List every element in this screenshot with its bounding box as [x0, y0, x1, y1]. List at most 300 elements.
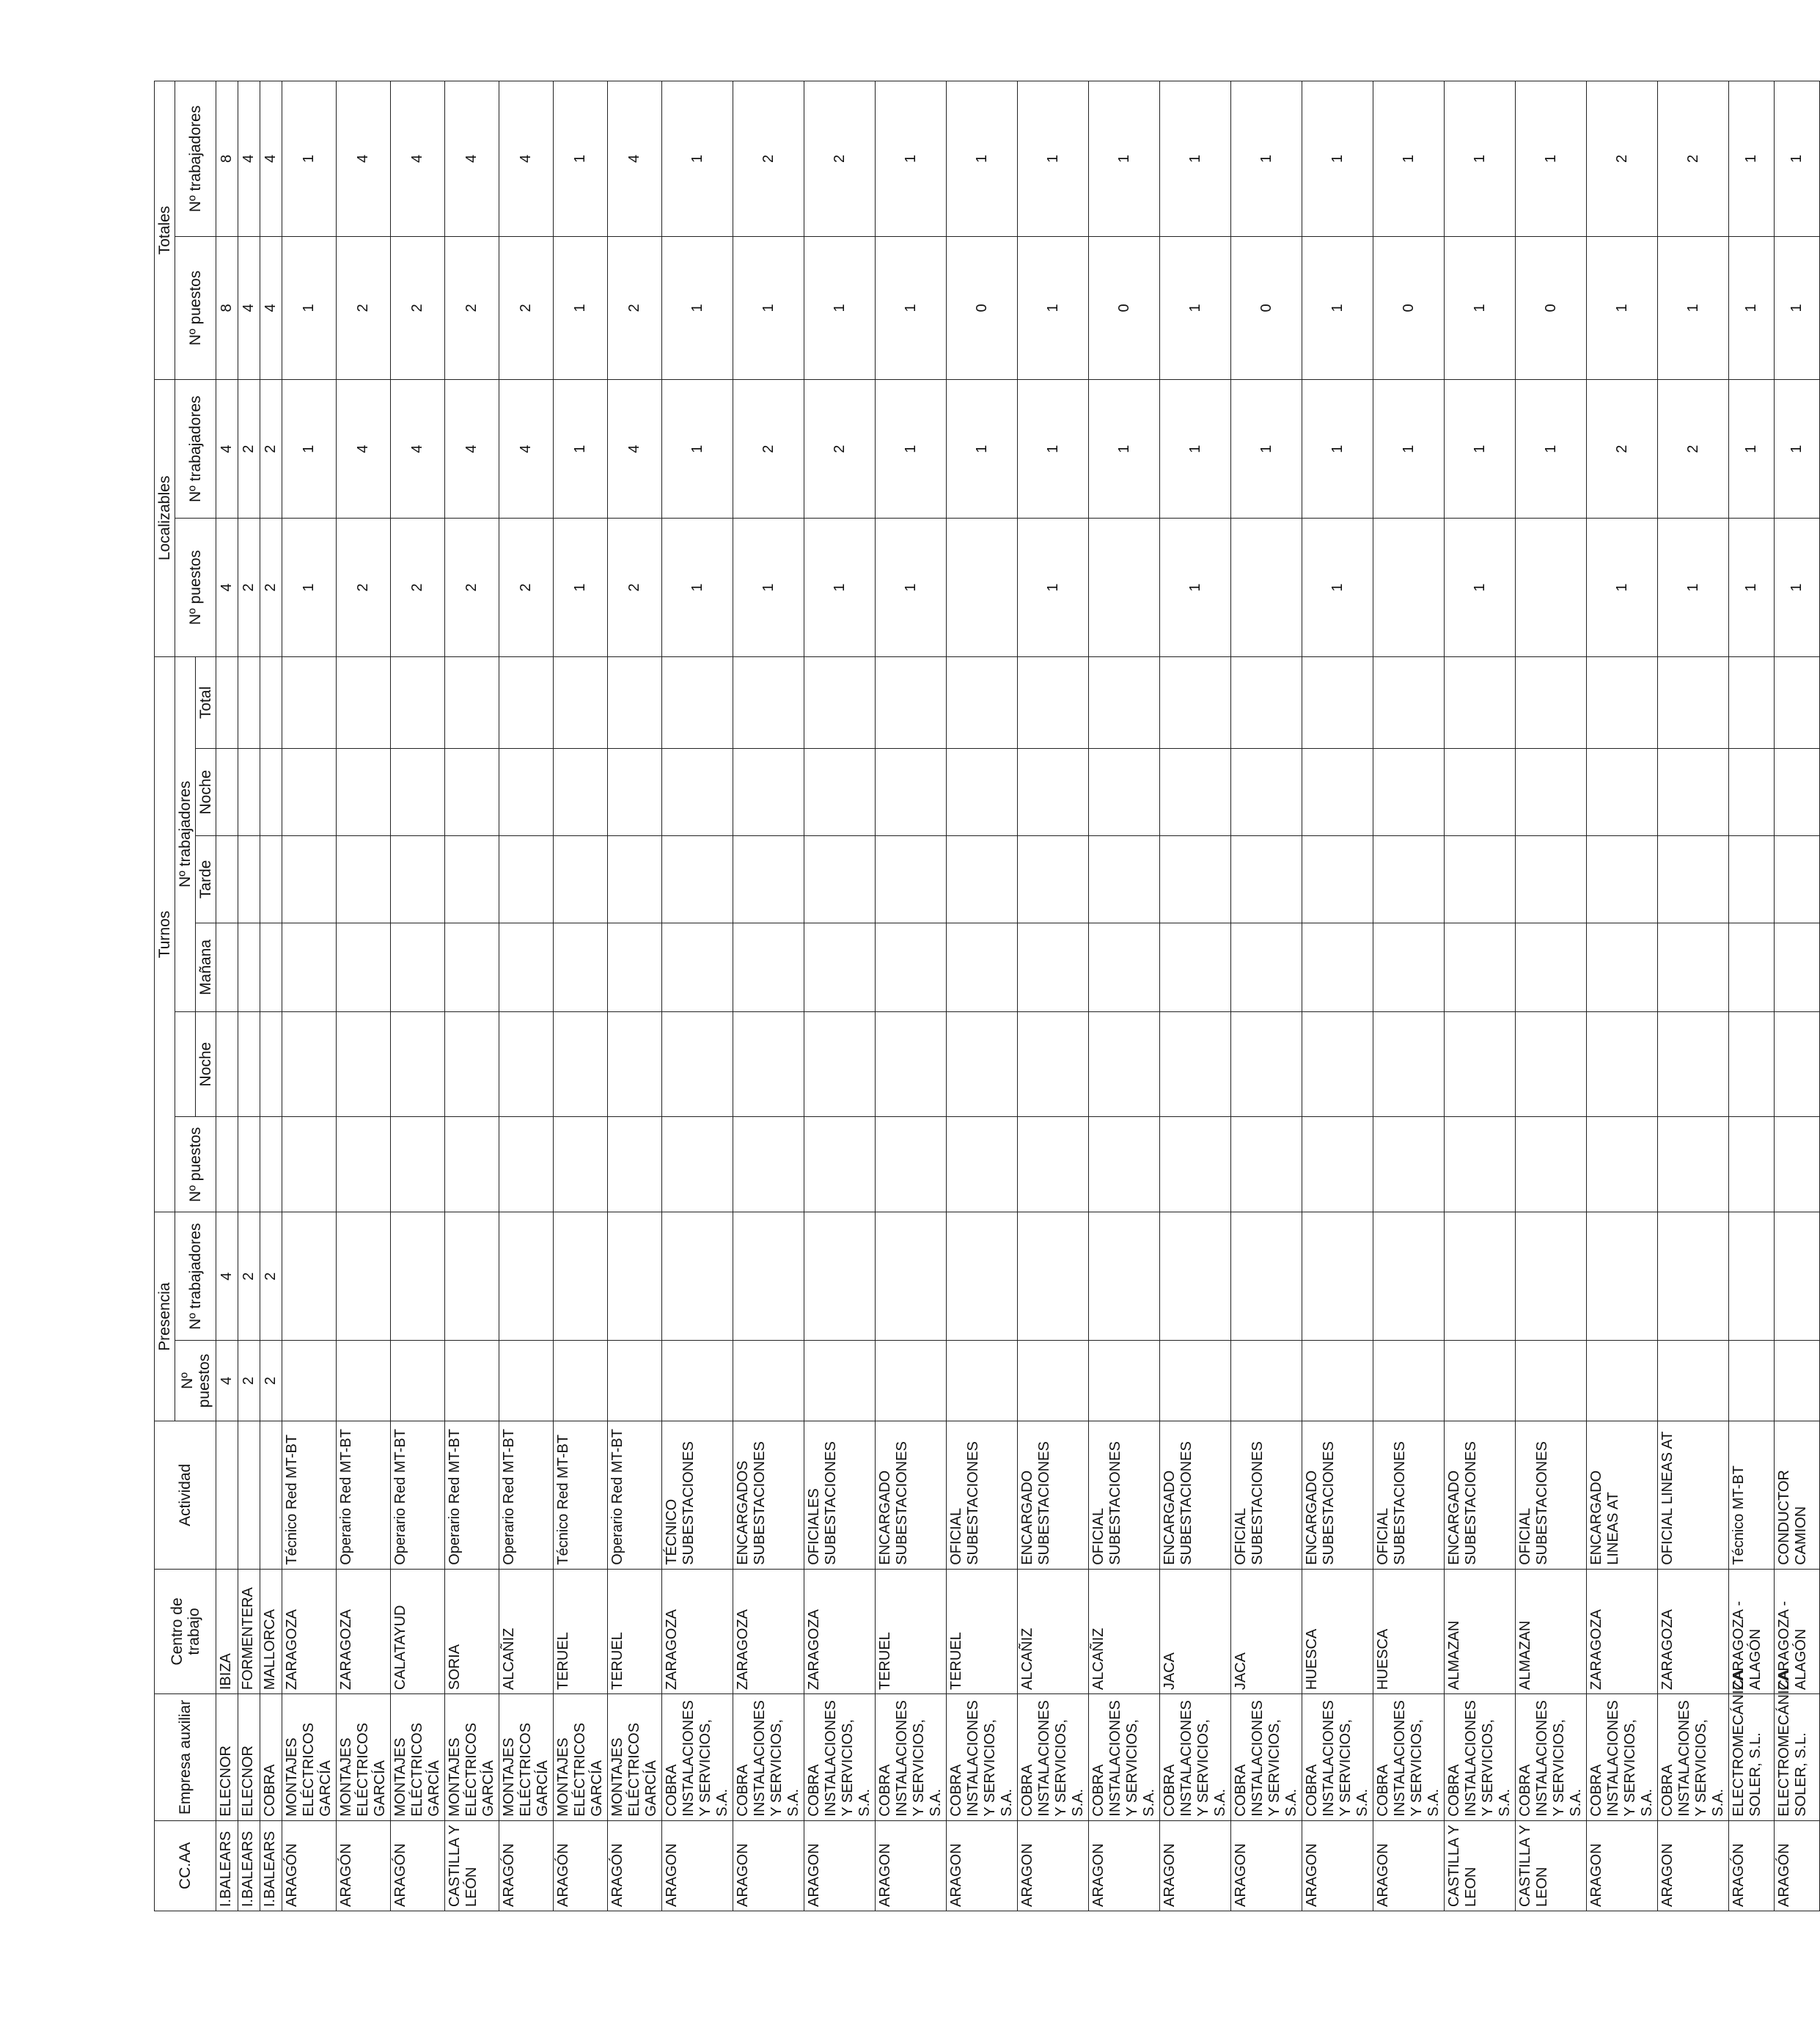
- cell-turnos-11: [1658, 656, 1729, 749]
- cell-l-trab: 1: [876, 379, 947, 518]
- cell-empresa: COBRA INSTALACIONES Y SERVICIOS, S.A.: [1587, 1694, 1658, 1821]
- cell-p-puestos: [554, 1341, 608, 1421]
- cell-centro: HUESCA: [1302, 1569, 1373, 1693]
- cell-t-trab: 1: [947, 81, 1018, 237]
- cell-turnos-7: [1658, 1011, 1729, 1116]
- cell-turnos-9: [876, 836, 947, 923]
- cell-centro: HUESCA: [1373, 1569, 1445, 1693]
- cell-turnos-11: [1018, 656, 1089, 749]
- cell-t-puestos: 2: [337, 236, 391, 379]
- cell-l-trab: 4: [445, 379, 499, 518]
- cell-p-trab: [445, 1212, 499, 1341]
- cell-l-trab: 1: [282, 379, 337, 518]
- cell-p-puestos: [662, 1341, 733, 1421]
- table-row: [1160, 81, 1231, 1911]
- cell-t-trab: 2: [804, 81, 876, 237]
- cell-turnos-9: [1587, 836, 1658, 923]
- cell-actividad: ENCARGADO SUBESTACIONES: [876, 1421, 947, 1570]
- cell-turnos-6: [1587, 1117, 1658, 1212]
- cell-turnos-7: [1516, 1011, 1587, 1116]
- cell-turnos-7: [1089, 1011, 1160, 1116]
- cell-turnos-10: [1587, 749, 1658, 836]
- cell-t-trab: 4: [238, 81, 260, 237]
- cell-turnos-10: [216, 749, 238, 836]
- cell-l-trab: 1: [662, 379, 733, 518]
- cell-empresa: COBRA INSTALACIONES Y SERVICIOS, S.A.: [1160, 1694, 1231, 1821]
- cell-empresa: COBRA: [260, 1694, 282, 1821]
- cell-actividad: Operario Red MT-BT: [499, 1421, 554, 1570]
- cell-turnos-9: [1445, 836, 1516, 923]
- cell-t-trab: 1: [554, 81, 608, 237]
- cell-turnos-8: [1729, 923, 1775, 1011]
- cell-t-trab: 1: [1516, 81, 1587, 237]
- cell-empresa: COBRA INSTALACIONES Y SERVICIOS, S.A.: [947, 1694, 1018, 1821]
- table-row: [1373, 81, 1445, 1911]
- cell-actividad: [260, 1421, 282, 1570]
- cell-turnos-10: [554, 749, 608, 836]
- cell-p-puestos: [1516, 1341, 1587, 1421]
- cell-t-trab: 1: [662, 81, 733, 237]
- cell-p-puestos: [804, 1341, 876, 1421]
- cell-t-puestos: 0: [1089, 236, 1160, 379]
- cell-p-trab: [1089, 1212, 1160, 1341]
- cell-centro: TERUEL: [947, 1569, 1018, 1693]
- cell-t-trab: 4: [337, 81, 391, 237]
- cell-l-puestos: 2: [260, 519, 282, 656]
- table-row: [216, 81, 238, 1911]
- cell-turnos-8: [1587, 923, 1658, 1011]
- cell-empresa: MONTAJES ELÉCTRICOS GARCÍA: [499, 1694, 554, 1821]
- cell-actividad: ENCARGADOS SUBESTACIONES: [733, 1421, 804, 1570]
- cell-actividad: ENCARGADO SUBESTACIONES: [1160, 1421, 1231, 1570]
- cell-p-puestos: [282, 1341, 337, 1421]
- cell-turnos-6: [260, 1117, 282, 1212]
- cell-t-trab: 4: [445, 81, 499, 237]
- cell-actividad: OFICIAL SUBESTACIONES: [947, 1421, 1018, 1570]
- cell-p-trab: [804, 1212, 876, 1341]
- cell-l-trab: 2: [238, 379, 260, 518]
- cell-ccaa: ARAGON: [876, 1820, 947, 1911]
- cell-turnos-9: [608, 836, 662, 923]
- cell-turnos-11: [238, 656, 260, 749]
- cell-actividad: Operario Red MT-BT: [391, 1421, 445, 1570]
- cell-turnos-8: [1231, 923, 1302, 1011]
- cell-t-puestos: 1: [282, 236, 337, 379]
- cell-turnos-9: [804, 836, 876, 923]
- cell-p-trab: [1445, 1212, 1516, 1341]
- cell-turnos-8: [1658, 923, 1729, 1011]
- cell-t-puestos: 4: [238, 236, 260, 379]
- cell-turnos-6: [1089, 1117, 1160, 1212]
- cell-l-trab: 1: [1516, 379, 1587, 518]
- table-row: [662, 81, 733, 1911]
- cell-turnos-9: [260, 836, 282, 923]
- cell-centro: MALLORCA: [260, 1569, 282, 1693]
- cell-actividad: [238, 1421, 260, 1570]
- cell-turnos-10: [1445, 749, 1516, 836]
- cell-l-trab: 1: [554, 379, 608, 518]
- cell-t-puestos: 1: [1302, 236, 1373, 379]
- cell-turnos-6: [1658, 1117, 1729, 1212]
- table-row: [804, 81, 876, 1911]
- cell-l-trab: 4: [608, 379, 662, 518]
- cell-ccaa: ARAGÓN: [391, 1820, 445, 1911]
- cell-t-puestos: 8: [216, 236, 238, 379]
- cell-t-puestos: 1: [1445, 236, 1516, 379]
- cell-t-puestos: 1: [733, 236, 804, 379]
- cell-turnos-8: [804, 923, 876, 1011]
- cell-turnos-10: [1775, 749, 1820, 836]
- cell-p-trab: [554, 1212, 608, 1341]
- cell-empresa: MONTAJES ELÉCTRICOS GARCÍA: [445, 1694, 499, 1821]
- cell-centro: JACA: [1160, 1569, 1231, 1693]
- cell-turnos-8: [554, 923, 608, 1011]
- cell-empresa: ELECNOR: [216, 1694, 238, 1821]
- cell-turnos-8: [733, 923, 804, 1011]
- cell-l-trab: 4: [216, 379, 238, 518]
- cell-turnos-7: [1445, 1011, 1516, 1116]
- cell-centro: ALCAÑIZ: [499, 1569, 554, 1693]
- cell-p-puestos: [445, 1341, 499, 1421]
- header-turnos-noche-puestos: Noche: [196, 1011, 216, 1116]
- cell-actividad: OFICIAL SUBESTACIONES: [1373, 1421, 1445, 1570]
- cell-turnos-10: [1516, 749, 1587, 836]
- cell-turnos-6: [1231, 1117, 1302, 1212]
- cell-p-trab: [1018, 1212, 1089, 1341]
- cell-turnos-7: [733, 1011, 804, 1116]
- table-row: [445, 81, 499, 1911]
- cell-ccaa: ARAGÓN: [499, 1820, 554, 1911]
- cell-turnos-11: [216, 656, 238, 749]
- cell-turnos-6: [1018, 1117, 1089, 1212]
- cell-l-trab: 1: [1775, 379, 1820, 518]
- table-row: [282, 81, 337, 1911]
- cell-p-trab: [282, 1212, 337, 1341]
- cell-turnos-11: [1373, 656, 1445, 749]
- cell-actividad: [216, 1421, 238, 1570]
- cell-l-trab: 2: [733, 379, 804, 518]
- cell-turnos-8: [1160, 923, 1231, 1011]
- cell-turnos-6: [1302, 1117, 1373, 1212]
- cell-centro: SORIA: [445, 1569, 499, 1693]
- cell-ccaa: ARAGON: [804, 1820, 876, 1911]
- cell-turnos-6: [662, 1117, 733, 1212]
- cell-empresa: COBRA INSTALACIONES Y SERVICIOS, S.A.: [1658, 1694, 1729, 1821]
- cell-p-puestos: [499, 1341, 554, 1421]
- cell-actividad: OFICIAL SUBESTACIONES: [1516, 1421, 1587, 1570]
- cell-turnos-11: [876, 656, 947, 749]
- cell-turnos-6: [445, 1117, 499, 1212]
- cell-centro: CALATAYUD: [391, 1569, 445, 1693]
- cell-actividad: Técnico Red MT-BT: [554, 1421, 608, 1570]
- cell-ccaa: I.BALEARS: [260, 1820, 282, 1911]
- cell-t-puestos: 1: [1729, 236, 1775, 379]
- cell-t-trab: 1: [1729, 81, 1775, 237]
- cell-turnos-6: [1516, 1117, 1587, 1212]
- cell-p-trab: [662, 1212, 733, 1341]
- cell-turnos-7: [216, 1011, 238, 1116]
- cell-empresa: COBRA INSTALACIONES Y SERVICIOS, S.A.: [662, 1694, 733, 1821]
- cell-l-trab: 1: [1089, 379, 1160, 518]
- cell-turnos-8: [216, 923, 238, 1011]
- cell-l-puestos: 1: [1445, 519, 1516, 656]
- cell-t-puestos: 1: [1018, 236, 1089, 379]
- cell-p-puestos: [1160, 1341, 1231, 1421]
- cell-turnos-9: [1302, 836, 1373, 923]
- cell-turnos-11: [499, 656, 554, 749]
- header-presencia-puestos: Nº puestos: [175, 1341, 216, 1421]
- cell-t-puestos: 1: [876, 236, 947, 379]
- cell-turnos-8: [238, 923, 260, 1011]
- cell-ccaa: I.BALEARS: [216, 1820, 238, 1911]
- cell-empresa: ELECTROMECÁNICA SOLER, S.L.: [1729, 1694, 1775, 1821]
- cell-turnos-6: [947, 1117, 1018, 1212]
- cell-actividad: ENCARGADO SUBESTACIONES: [1302, 1421, 1373, 1570]
- header-turnos-tarde: Tarde: [196, 836, 216, 923]
- header-presencia-trabajadores: Nº trabajadores: [175, 1212, 216, 1341]
- cell-turnos-6: [608, 1117, 662, 1212]
- table-row: [1587, 81, 1658, 1911]
- cell-l-puestos: 1: [554, 519, 608, 656]
- cell-empresa: COBRA INSTALACIONES Y SERVICIOS, S.A.: [1516, 1694, 1587, 1821]
- cell-empresa: MONTAJES ELÉCTRICOS GARCÍA: [608, 1694, 662, 1821]
- header-empresa: Empresa auxiliar: [155, 1694, 216, 1821]
- cell-p-trab: [1775, 1212, 1820, 1341]
- cell-turnos-7: [1231, 1011, 1302, 1116]
- cell-actividad: Técnico MT-BT: [1729, 1421, 1775, 1570]
- cell-l-trab: 1: [1373, 379, 1445, 518]
- cell-t-puestos: 0: [947, 236, 1018, 379]
- cell-l-trab: 2: [1658, 379, 1729, 518]
- cell-p-trab: [337, 1212, 391, 1341]
- cell-p-puestos: 4: [216, 1341, 238, 1421]
- cell-empresa: COBRA INSTALACIONES Y SERVICIOS, S.A.: [1445, 1694, 1516, 1821]
- cell-turnos-6: [216, 1117, 238, 1212]
- cell-turnos-11: [608, 656, 662, 749]
- cell-p-trab: [1658, 1212, 1729, 1341]
- cell-t-puestos: 4: [260, 236, 282, 379]
- cell-actividad: OFICIAL SUBESTACIONES: [1231, 1421, 1302, 1570]
- header-totales-trabajadores: Nº trabajadores: [175, 81, 216, 237]
- cell-p-trab: [499, 1212, 554, 1341]
- cell-turnos-9: [238, 836, 260, 923]
- cell-l-puestos: [1516, 519, 1587, 656]
- table-row: [1729, 81, 1775, 1911]
- cell-turnos-10: [337, 749, 391, 836]
- cell-turnos-9: [1231, 836, 1302, 923]
- cell-centro: ZARAGOZA: [1658, 1569, 1729, 1693]
- cell-turnos-7: [1373, 1011, 1445, 1116]
- cell-t-trab: 1: [1089, 81, 1160, 237]
- cell-l-trab: 1: [1231, 379, 1302, 518]
- table-row: [1302, 81, 1373, 1911]
- cell-turnos-11: [1587, 656, 1658, 749]
- cell-p-trab: [1160, 1212, 1231, 1341]
- cell-turnos-11: [337, 656, 391, 749]
- cell-ccaa: ARAGON: [1587, 1820, 1658, 1911]
- cell-turnos-11: [1160, 656, 1231, 749]
- cell-turnos-9: [554, 836, 608, 923]
- cell-actividad: ENCARGADO LINEAS AT: [1587, 1421, 1658, 1570]
- cell-t-puestos: 1: [554, 236, 608, 379]
- cell-actividad: ENCARGADO SUBESTACIONES: [1018, 1421, 1089, 1570]
- cell-turnos-6: [554, 1117, 608, 1212]
- cell-turnos-10: [1373, 749, 1445, 836]
- cell-l-puestos: 1: [1775, 519, 1820, 656]
- table-row: [1089, 81, 1160, 1911]
- cell-ccaa: ARAGON: [733, 1820, 804, 1911]
- cell-t-trab: 8: [216, 81, 238, 237]
- cell-turnos-9: [445, 836, 499, 923]
- cell-ccaa: CASTILLA Y LEON: [1445, 1820, 1516, 1911]
- cell-ccaa: ARAGÓN: [1775, 1820, 1820, 1911]
- cell-p-puestos: [1018, 1341, 1089, 1421]
- header-ccaa: CC.AA: [155, 1820, 216, 1911]
- cell-p-trab: [947, 1212, 1018, 1341]
- header-turnos: Turnos: [155, 656, 175, 1212]
- cell-l-trab: 2: [260, 379, 282, 518]
- cell-turnos-8: [876, 923, 947, 1011]
- cell-turnos-8: [1516, 923, 1587, 1011]
- cell-empresa: COBRA INSTALACIONES Y SERVICIOS, S.A.: [1302, 1694, 1373, 1821]
- cell-turnos-10: [804, 749, 876, 836]
- header-turnos-noche: Noche: [196, 749, 216, 836]
- cell-actividad: OFICIALES SUBESTACIONES: [804, 1421, 876, 1570]
- cell-turnos-8: [499, 923, 554, 1011]
- cell-l-puestos: 1: [1587, 519, 1658, 656]
- cell-turnos-6: [1729, 1117, 1775, 1212]
- cell-p-trab: [1373, 1212, 1445, 1341]
- cell-turnos-11: [1089, 656, 1160, 749]
- cell-t-trab: 2: [1587, 81, 1658, 237]
- cell-turnos-11: [260, 656, 282, 749]
- cell-turnos-10: [260, 749, 282, 836]
- cell-turnos-8: [1089, 923, 1160, 1011]
- cell-l-trab: 1: [1445, 379, 1516, 518]
- cell-t-puestos: 1: [1775, 236, 1820, 379]
- header-totales: Totales: [155, 81, 175, 380]
- cell-centro: ZARAGOZA - ALAGÓN: [1729, 1569, 1775, 1693]
- cell-p-puestos: [337, 1341, 391, 1421]
- cell-empresa: MONTAJES ELÉCTRICOS GARCÍA: [337, 1694, 391, 1821]
- cell-turnos-10: [1089, 749, 1160, 836]
- cell-l-puestos: 1: [1018, 519, 1089, 656]
- cell-empresa: COBRA INSTALACIONES Y SERVICIOS, S.A.: [1018, 1694, 1089, 1821]
- header-localizables-trabajadores: Nº trabajadores: [175, 379, 216, 518]
- cell-t-trab: 4: [608, 81, 662, 237]
- cell-l-puestos: [947, 519, 1018, 656]
- cell-turnos-6: [499, 1117, 554, 1212]
- cell-turnos-10: [499, 749, 554, 836]
- table-row: [1018, 81, 1089, 1911]
- cell-t-trab: 4: [391, 81, 445, 237]
- cell-turnos-11: [662, 656, 733, 749]
- cell-empresa: MONTAJES ELÉCTRICOS GARCÍA: [391, 1694, 445, 1821]
- cell-p-puestos: [1658, 1341, 1729, 1421]
- cell-turnos-10: [1018, 749, 1089, 836]
- cell-turnos-6: [1445, 1117, 1516, 1212]
- cell-l-trab: 1: [947, 379, 1018, 518]
- cell-centro: IBIZA: [216, 1569, 238, 1693]
- cell-l-puestos: 1: [876, 519, 947, 656]
- table-row: [260, 81, 282, 1911]
- cell-turnos-10: [1231, 749, 1302, 836]
- cell-t-puestos: 0: [1231, 236, 1302, 379]
- cell-turnos-8: [662, 923, 733, 1011]
- cell-centro: JACA: [1231, 1569, 1302, 1693]
- cell-empresa: MONTAJES ELÉCTRICOS GARCÍA: [282, 1694, 337, 1821]
- cell-actividad: Operario Red MT-BT: [337, 1421, 391, 1570]
- cell-ccaa: ARAGON: [1302, 1820, 1373, 1911]
- cell-turnos-11: [733, 656, 804, 749]
- cell-turnos-6: [876, 1117, 947, 1212]
- cell-l-puestos: 2: [337, 519, 391, 656]
- cell-turnos-6: [1373, 1117, 1445, 1212]
- cell-turnos-9: [1658, 836, 1729, 923]
- cell-turnos-8: [445, 923, 499, 1011]
- cell-turnos-7: [1302, 1011, 1373, 1116]
- cell-turnos-7: [337, 1011, 391, 1116]
- cell-centro: ZARAGOZA: [733, 1569, 804, 1693]
- cell-turnos-7: [238, 1011, 260, 1116]
- cell-turnos-6: [1160, 1117, 1231, 1212]
- cell-t-trab: 1: [282, 81, 337, 237]
- table-row: [947, 81, 1018, 1911]
- cell-t-puestos: 1: [1160, 236, 1231, 379]
- cell-ccaa: ARAGÓN: [282, 1820, 337, 1911]
- cell-turnos-10: [1302, 749, 1373, 836]
- cell-turnos-8: [1018, 923, 1089, 1011]
- table-row: [1445, 81, 1516, 1911]
- cell-turnos-9: [733, 836, 804, 923]
- cell-l-puestos: [1373, 519, 1445, 656]
- cell-turnos-7: [804, 1011, 876, 1116]
- cell-centro: TERUEL: [554, 1569, 608, 1693]
- cell-turnos-11: [1302, 656, 1373, 749]
- cell-actividad: Técnico Red MT-BT: [282, 1421, 337, 1570]
- cell-turnos-7: [391, 1011, 445, 1116]
- cell-p-trab: [1729, 1212, 1775, 1341]
- cell-turnos-11: [1445, 656, 1516, 749]
- header-turnos-manana: Mañana: [196, 923, 216, 1011]
- cell-l-puestos: 1: [282, 519, 337, 656]
- cell-ccaa: ARAGÓN: [554, 1820, 608, 1911]
- header-turnos-trabajadores: Nº trabajadores: [175, 656, 196, 1011]
- cell-centro: TERUEL: [876, 1569, 947, 1693]
- cell-turnos-6: [282, 1117, 337, 1212]
- cell-p-puestos: [391, 1341, 445, 1421]
- cell-turnos-9: [1516, 836, 1587, 923]
- cell-p-trab: [1302, 1212, 1373, 1341]
- cell-t-puestos: 1: [662, 236, 733, 379]
- cell-l-puestos: 1: [1658, 519, 1729, 656]
- cell-turnos-8: [608, 923, 662, 1011]
- cell-l-puestos: 1: [733, 519, 804, 656]
- cell-l-trab: 1: [1160, 379, 1231, 518]
- cell-turnos-10: [282, 749, 337, 836]
- cell-p-trab: [1587, 1212, 1658, 1341]
- cell-turnos-10: [238, 749, 260, 836]
- cell-empresa: COBRA INSTALACIONES Y SERVICIOS, S.A.: [733, 1694, 804, 1821]
- cell-turnos-10: [445, 749, 499, 836]
- cell-turnos-9: [662, 836, 733, 923]
- cell-turnos-6: [337, 1117, 391, 1212]
- cell-l-trab: 1: [1018, 379, 1089, 518]
- cell-t-puestos: 0: [1373, 236, 1445, 379]
- cell-ccaa: ARAGON: [1018, 1820, 1089, 1911]
- table-row: [337, 81, 391, 1911]
- cell-turnos-6: [238, 1117, 260, 1212]
